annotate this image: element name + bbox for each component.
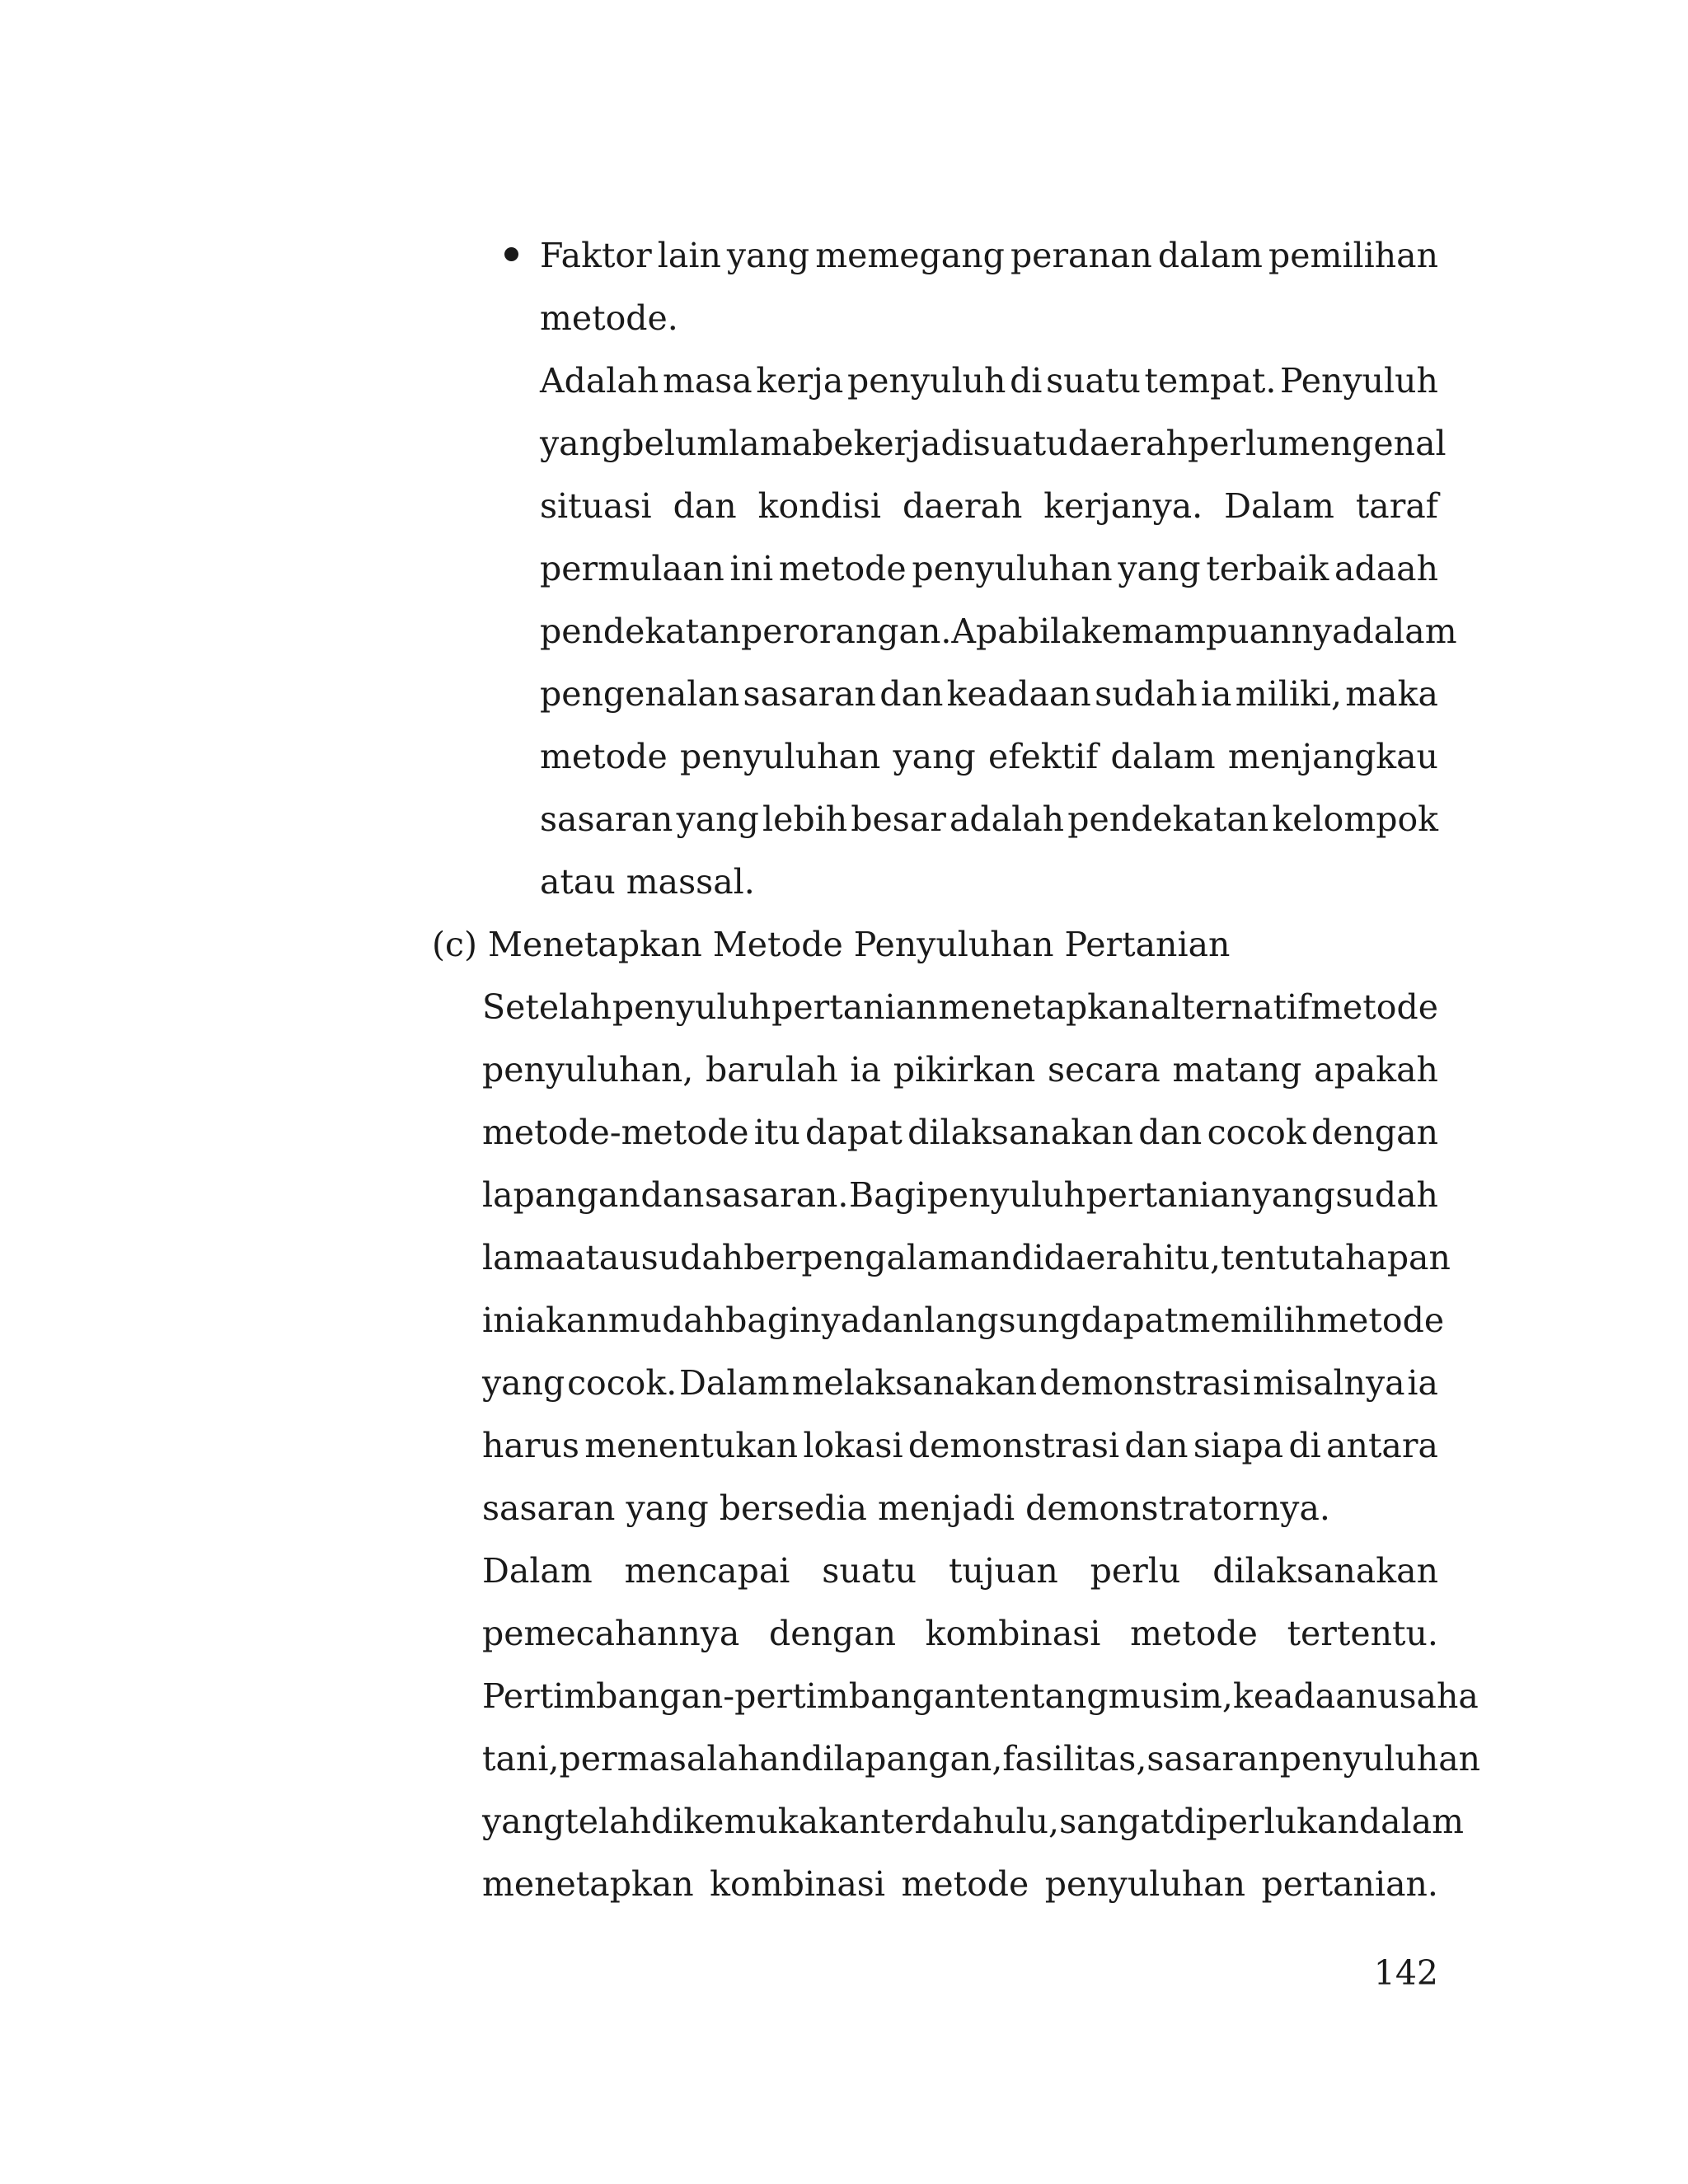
word: perlu — [1090, 1551, 1181, 1591]
word: yang — [540, 424, 623, 463]
word: sudah — [1335, 1175, 1438, 1215]
word: tentang — [975, 1676, 1109, 1716]
word: metode — [540, 737, 668, 776]
word: bekerja — [812, 424, 941, 463]
word: metode-metode — [482, 1113, 749, 1152]
word: alternatif — [1150, 987, 1311, 1027]
bullet-body-line-9: atau massal. — [540, 862, 755, 902]
word: dalam — [1352, 612, 1457, 651]
bullet-body-line-7 — [540, 732, 1438, 781]
bullet-body-line-2 — [540, 419, 1447, 468]
word: matang — [1172, 1050, 1302, 1090]
word: penyuluhan — [680, 737, 881, 776]
word: dikemukakan — [650, 1802, 881, 1841]
word: Adalah — [540, 361, 659, 401]
word: ini — [482, 1301, 526, 1340]
paragraph2-line-1 — [482, 1546, 1438, 1596]
word: memilih — [1178, 1301, 1317, 1340]
word: kerja — [756, 361, 844, 401]
word: terbaik — [1206, 549, 1329, 588]
word: mudah — [607, 1301, 726, 1340]
word: pengenalan — [540, 674, 740, 714]
word: dapat — [805, 1113, 903, 1152]
word: suatu — [822, 1551, 917, 1591]
word: yang — [1118, 549, 1201, 588]
word: antara — [1326, 1426, 1438, 1465]
word: tempat. — [1144, 361, 1277, 401]
word: dalam — [1358, 1802, 1464, 1841]
word: lapangan — [482, 1175, 640, 1215]
word: dan — [673, 486, 737, 526]
word: demonstrasi — [1039, 1363, 1251, 1403]
word: dilaksanakan — [907, 1113, 1133, 1152]
word: lain — [657, 236, 721, 275]
word: ia — [850, 1050, 881, 1090]
word: berpengalaman — [743, 1238, 1012, 1277]
paragraph1-line-3 — [482, 1108, 1438, 1157]
word: keadaan — [946, 674, 1091, 714]
word: daerah — [1067, 424, 1188, 463]
word: yang — [676, 799, 759, 839]
word: barulah — [706, 1050, 838, 1090]
word: tahapan — [1311, 1238, 1451, 1277]
word: musim, — [1108, 1676, 1233, 1716]
paragraph1-line-2 — [482, 1045, 1438, 1094]
paragraph1-line-8 — [482, 1421, 1438, 1470]
word: tujuan — [948, 1551, 1058, 1591]
word: melaksanakan — [791, 1363, 1038, 1403]
word: secara — [1048, 1050, 1160, 1090]
word: penyuluh — [846, 361, 1006, 401]
word: Bagi — [849, 1175, 926, 1215]
word: memegang — [815, 236, 1005, 275]
word: pendekatan — [1067, 799, 1269, 839]
paragraph1-line-5 — [482, 1233, 1451, 1282]
word: dalam — [1157, 236, 1263, 275]
word: perlu — [1187, 424, 1278, 463]
word: dan — [1138, 1113, 1203, 1152]
word: lama — [482, 1238, 565, 1277]
paragraph1-line-4 — [482, 1170, 1438, 1220]
word: pemecahannya — [482, 1614, 740, 1653]
word: pertanian. — [1261, 1864, 1438, 1904]
word: Dalam — [679, 1363, 790, 1403]
word: permulaan — [540, 549, 724, 588]
word: dapat — [1081, 1301, 1179, 1340]
word: lapangan, — [833, 1739, 1003, 1779]
section-heading: (c) Menetapkan Metode Penyuluhan Pertanian — [432, 925, 1231, 964]
word: ia — [1407, 1363, 1438, 1403]
paragraph2-line-2 — [482, 1609, 1438, 1658]
word: belum — [622, 424, 729, 463]
word: apakah — [1314, 1050, 1438, 1090]
word: yang — [482, 1363, 565, 1403]
word: Apabila — [951, 612, 1081, 651]
word: adaah — [1334, 549, 1438, 588]
word: Dalam — [482, 1551, 593, 1591]
word: peranan — [1010, 236, 1152, 275]
paragraph2-line-4 — [482, 1734, 1481, 1783]
word: penyuluhan, — [482, 1050, 694, 1090]
word: pertanian — [1085, 1175, 1252, 1215]
word: dilaksanakan — [1212, 1551, 1438, 1591]
word: Setelah — [482, 987, 612, 1027]
word: permasalahan — [559, 1739, 802, 1779]
word: suatu — [973, 424, 1068, 463]
bullet-body-line-3 — [540, 481, 1438, 531]
bullet-title-line-1 — [540, 231, 1438, 280]
word: langsung — [924, 1301, 1081, 1340]
word: tentu — [1221, 1238, 1312, 1277]
word: lebih — [762, 799, 848, 839]
word: di — [940, 424, 973, 463]
word: pendekatan — [540, 612, 742, 651]
word: Pertimbangan-pertimbangan — [482, 1676, 976, 1716]
word: Dalam — [1224, 486, 1334, 526]
word: efektif — [988, 737, 1099, 776]
word: dan — [1124, 1426, 1189, 1465]
word: maka — [1345, 674, 1438, 714]
word: demonstrasi — [907, 1426, 1120, 1465]
paragraph2-line-5 — [482, 1797, 1464, 1846]
word: penyuluhan — [1044, 1864, 1246, 1904]
word: Faktor — [540, 236, 652, 275]
word: dalam — [1110, 737, 1216, 776]
word: dan — [860, 1301, 925, 1340]
word: yang — [893, 737, 976, 776]
word: telah — [565, 1802, 651, 1841]
word: metode — [1130, 1614, 1258, 1653]
word: pikirkan — [893, 1050, 1036, 1090]
word: masa — [662, 361, 753, 401]
word: cocok. — [567, 1363, 678, 1403]
word: di — [801, 1739, 834, 1779]
word: perorangan. — [741, 612, 952, 651]
word: sangat — [1059, 1802, 1175, 1841]
bullet-body-line-4 — [540, 544, 1438, 593]
word: yang — [726, 236, 810, 275]
word: dan — [879, 674, 944, 714]
word: cocok — [1207, 1113, 1306, 1152]
word: penyuluhan — [1279, 1739, 1481, 1779]
word: metode — [778, 549, 907, 588]
paragraph1-line-9: sasaran yang bersedia menjadi demonstratornya. — [482, 1488, 1330, 1528]
word: misalnya — [1252, 1363, 1405, 1403]
word: dengan — [768, 1614, 896, 1653]
paragraph2-line-6 — [482, 1859, 1438, 1909]
word: baginya — [725, 1301, 861, 1340]
word: di — [1288, 1426, 1321, 1465]
word: mengenal — [1278, 424, 1447, 463]
word: kombinasi — [710, 1864, 885, 1904]
word: penyuluh — [612, 987, 771, 1027]
bullet-icon — [504, 247, 518, 261]
word: menetapkan — [938, 987, 1150, 1027]
word: kombinasi — [925, 1614, 1101, 1653]
word: menetapkan — [482, 1864, 694, 1904]
word: yang — [1252, 1175, 1335, 1215]
word: akan — [525, 1301, 608, 1340]
page-number: 142 — [1373, 1953, 1438, 1993]
word: lokasi — [803, 1426, 903, 1465]
word: penyuluhan — [912, 549, 1113, 588]
word: ini — [729, 549, 774, 588]
word: ia — [1200, 674, 1232, 714]
paragraph2-line-3 — [482, 1671, 1479, 1721]
word: pertanian — [771, 987, 938, 1027]
word: diperlukan — [1174, 1802, 1359, 1841]
bullet-title-line-2: metode. — [540, 298, 678, 338]
word: besar — [851, 799, 946, 839]
word: harus — [482, 1426, 579, 1465]
word: fasilitas, — [1002, 1739, 1147, 1779]
word: mencapai — [624, 1551, 790, 1591]
word: Penyuluh — [1280, 361, 1438, 401]
word: daerah — [902, 486, 1023, 526]
word: menjangkau — [1227, 737, 1438, 776]
word: adalah — [949, 799, 1065, 839]
bullet-body-line-6 — [540, 669, 1438, 719]
word: kemampuannya — [1081, 612, 1353, 651]
word: tani, — [482, 1739, 560, 1779]
word: sudah — [640, 1238, 744, 1277]
word: pemilihan — [1268, 236, 1438, 275]
word: keadaan — [1232, 1676, 1378, 1716]
word: kondisi — [757, 486, 882, 526]
paragraph1-line-6 — [482, 1296, 1445, 1345]
word: kelompok — [1272, 799, 1438, 839]
bullet-body-line-1 — [540, 356, 1438, 405]
word: usaha — [1377, 1676, 1479, 1716]
word: metode — [1316, 1301, 1445, 1340]
word: sudah — [1095, 674, 1198, 714]
word: miliki, — [1235, 674, 1342, 714]
word: metode — [1311, 987, 1438, 1027]
word: di — [1011, 1238, 1044, 1277]
word: dengan — [1311, 1113, 1438, 1152]
paragraph1-line-7 — [482, 1358, 1438, 1408]
word: taraf — [1355, 486, 1438, 526]
word: sasaran — [1146, 1739, 1280, 1779]
word: tertentu. — [1287, 1614, 1438, 1653]
word: situasi — [540, 486, 652, 526]
word: dan — [640, 1175, 705, 1215]
word: suatu — [1046, 361, 1141, 401]
word: metode — [901, 1864, 1029, 1904]
bullet-body-line-5 — [540, 607, 1457, 656]
word: sasaran — [743, 674, 876, 714]
word: di — [1010, 361, 1043, 401]
word: daerah — [1043, 1238, 1164, 1277]
word: itu, — [1163, 1238, 1221, 1277]
word: lama — [729, 424, 813, 463]
word: itu — [753, 1113, 800, 1152]
word: sasaran — [540, 799, 673, 839]
word: yang — [482, 1802, 565, 1841]
bullet-body-line-8 — [540, 794, 1438, 844]
word: menentukan — [584, 1426, 799, 1465]
word: kerjanya. — [1043, 486, 1203, 526]
word: atau — [565, 1238, 641, 1277]
word: siapa — [1193, 1426, 1284, 1465]
word: terdahulu, — [880, 1802, 1060, 1841]
paragraph1-line-1 — [482, 982, 1438, 1032]
word: penyuluh — [926, 1175, 1085, 1215]
word: sasaran. — [705, 1175, 849, 1215]
